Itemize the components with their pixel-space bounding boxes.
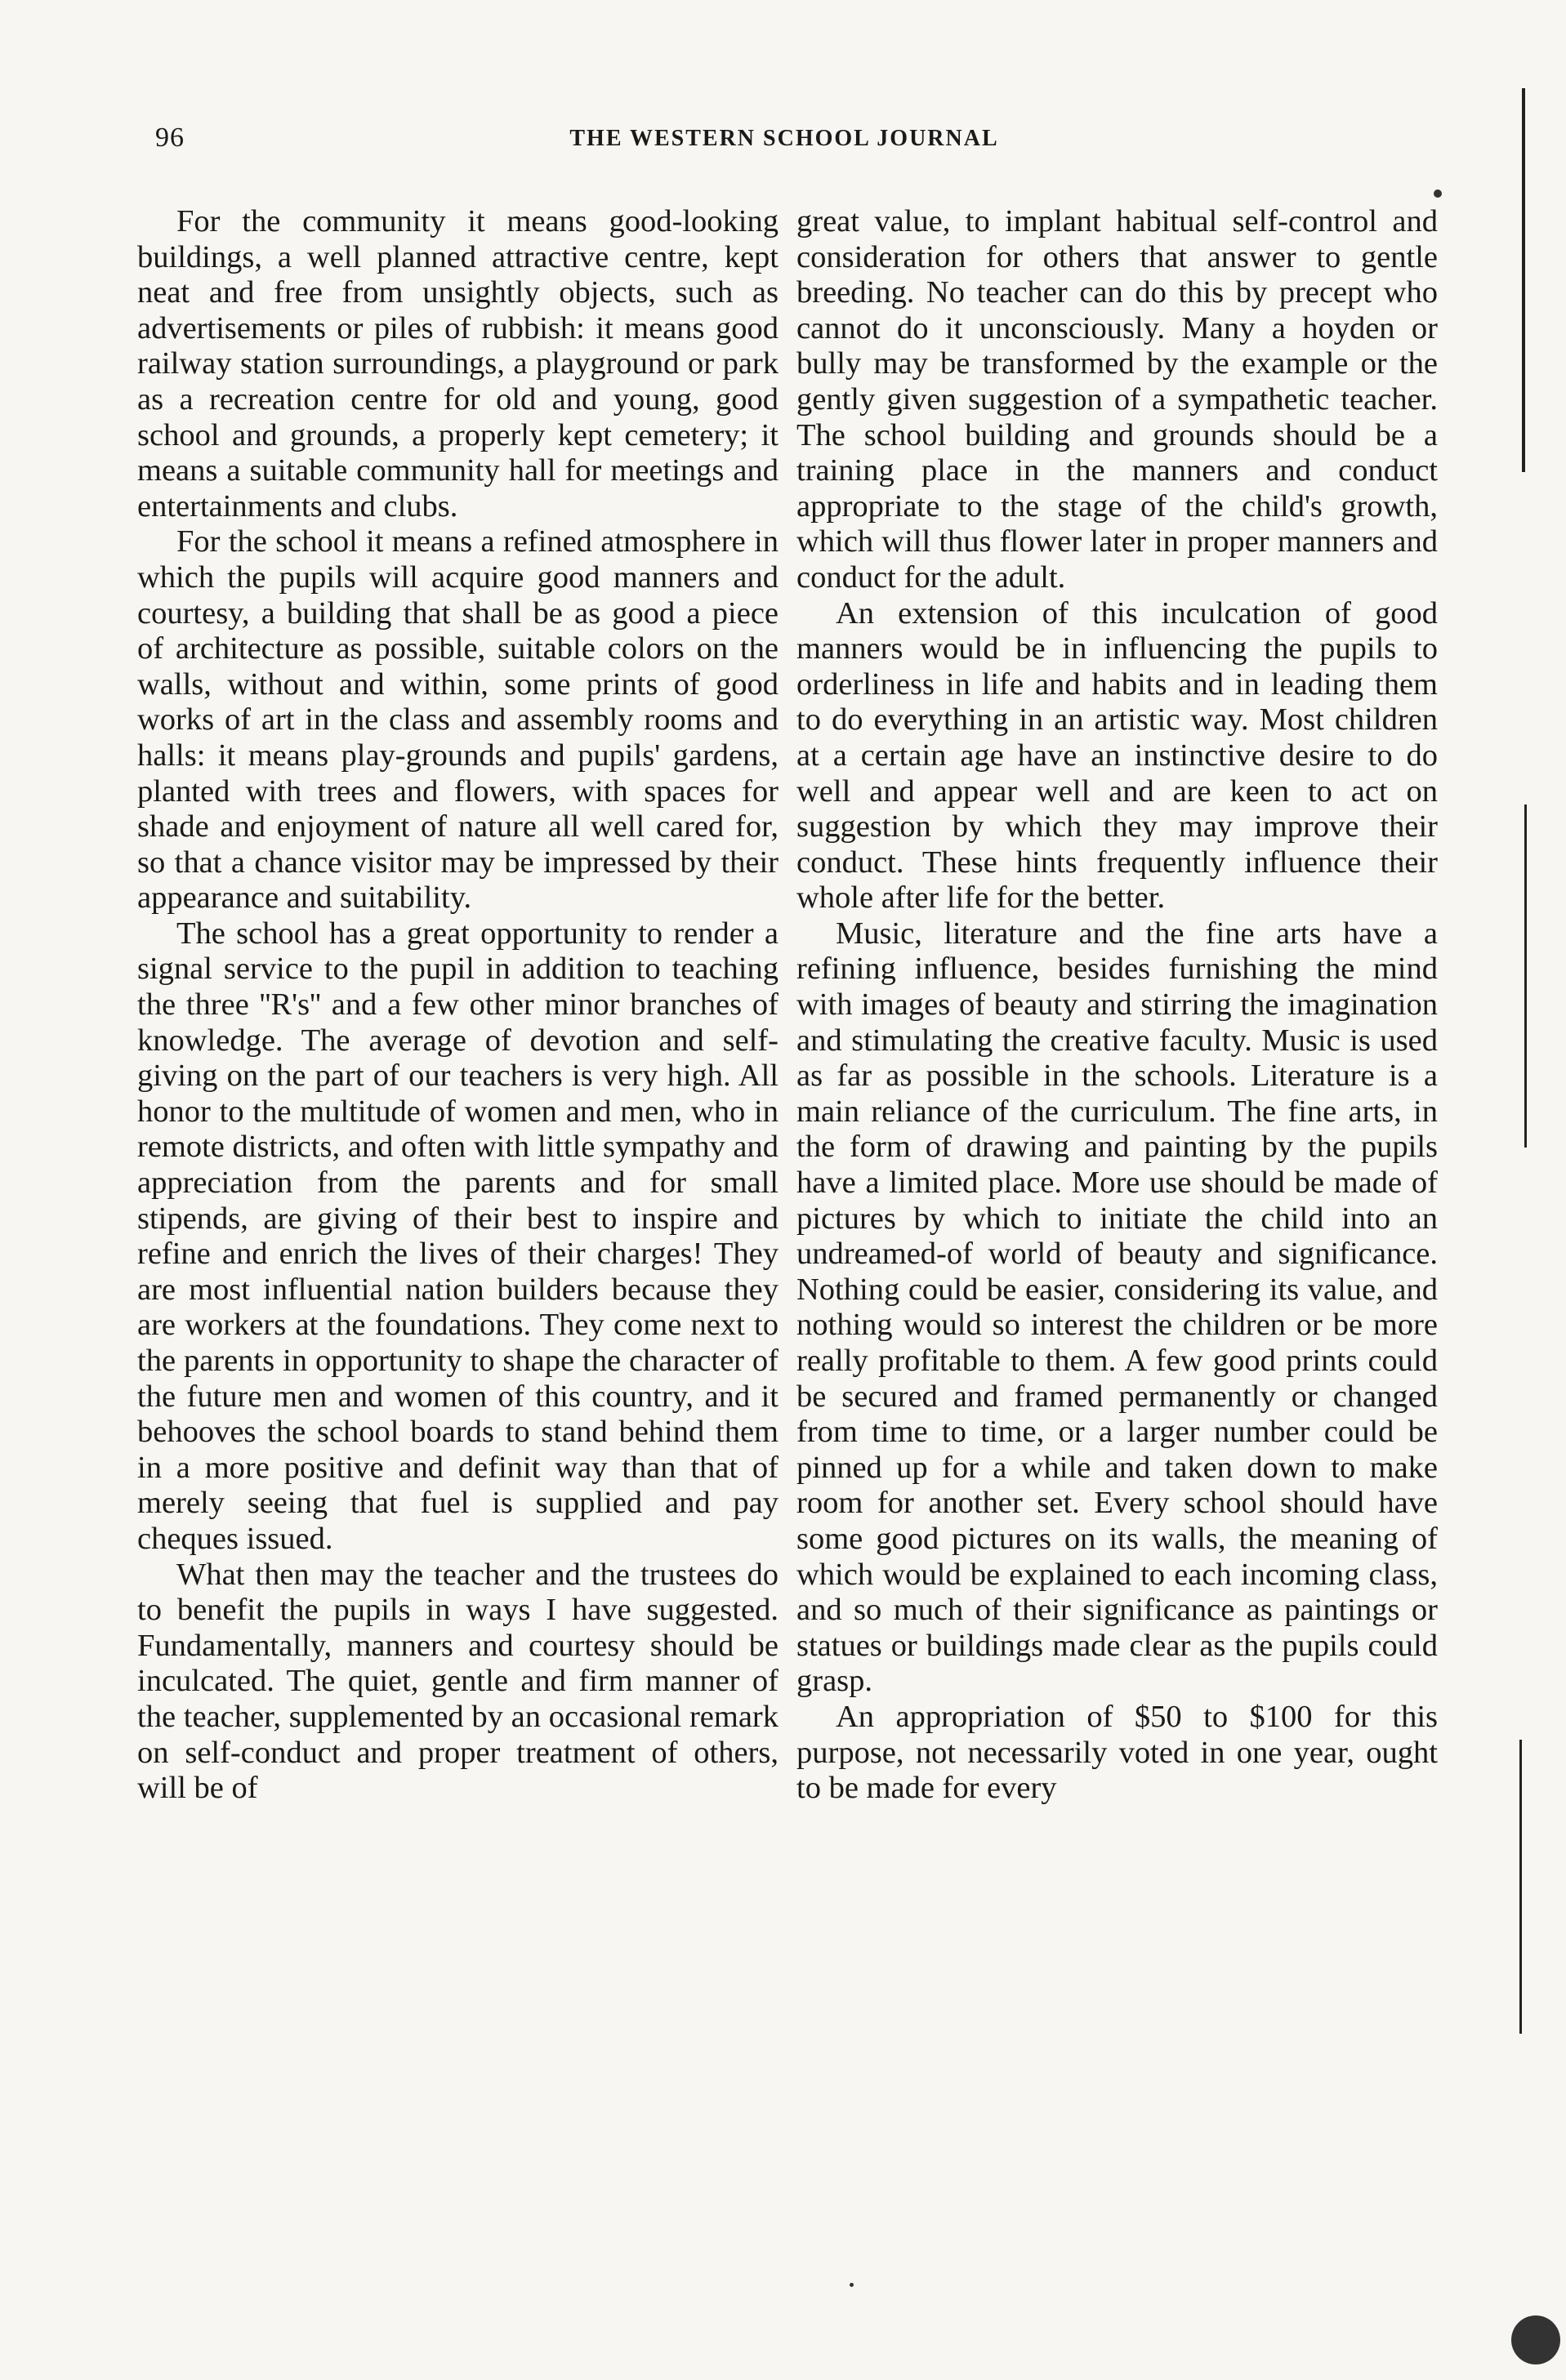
scan-edge-mark [1522,88,1525,472]
paragraph: What then may the teacher and the trustees do to benefit the pupils in ways I have suggested. Fundamentally, manners and courtesy should be inculcated. The quiet, gentle and firm manner of the teacher, supplemented by an occasional remark on self-conduct and proper treatment of others, will be of [137,1557,779,1806]
paragraph: An extension of this inculcation of good manners would be in influencing the pupils to orderliness in life and habits and in leading them to do everything in an artistic way. Most children at a certain age have an instinctive desire to do well and appear well and are keen to act on suggestion by which they may improve their conduct. These hints frequently influence their whole after life for the better. [796,595,1438,916]
scan-speck [850,2283,854,2287]
paragraph-continued: great value, to implant habitual self-control and consideration for others that answer to gentle breeding. No teacher can do this by precept who cannot do it unconsciously. Many a hoyden or bully may be transformed by the example or the gently given suggestion of a sympathetic teacher. The school building and grounds should be a training place in the manners and conduct appropriate to the stage of the child's growth, which will thus flower later in proper manners and conduct for the adult. [796,204,1438,595]
paragraph: For the community it means good-looking buildings, a well planned attractive centre, kept neat and free from unsightly objects, such as advertisements or piles of rubbish: it means good railway station surroundings, a playground or park as a recreation centre for old and young, good school and grounds, a properly kept cemetery; it means a suitable community hall for meetings and entertainments and clubs. [137,204,779,524]
paragraph: An appropriation of $50 to $100 for this purpose, not necessarily voted in one year, ought to be made for every [796,1699,1438,1806]
scan-edge-mark [1524,804,1527,1148]
left-column [137,204,779,1807]
paragraph: The school has a great opportunity to render a signal service to the pupil in addition to teaching the three ''R's'' and a few other minor branches of knowledge. The average of devotion and self-giving on the part of our teachers is very high. All honor to the multitude of women and men, who in remote districts, and often with little sympathy and appreciation from the parents and for small stipends, are giving of their best to inspire and refine and enrich the lives of their charges! They are most influential nation builders because they are workers at the foundations. They come next to the parents in opportunity to shape the character of the future men and women of this country, and it behooves the school boards to stand behind them in a more positive and definit way than that of merely seeing that fuel is supplied and pay cheques issued. [137,916,779,1556]
paragraph: Music, literature and the fine arts have a refining influence, besides furnishing the mind with images of beauty and stirring the imagination and stimulating the creative faculty. Music is used as far as possible in the schools. Literature is a main reliance of the curriculum. The fine arts, in the form of drawing and painting by the pupils have a limited place. More use should be made of pictures by which to initiate the child into an undreamed-of world of beauty and significance. Nothing could be easier, considering its value, and nothing would so interest the children or be more really profitable to them. A few good prints could be secured and framed permanently or changed from time to time, or a larger number could be pinned up for a while and taken down to make room for another set. Every school should have some good pictures on its walls, the meaning of which would be explained to each incoming class, and so much of their significance as paintings or statues or buildings made clear as the pupils could grasp. [796,916,1438,1699]
running-header [139,123,1430,155]
paragraph: For the school it means a refined atmosphere in which the pupils will acquire good manners and courtesy, a building that shall be as good a piece of architecture as possible, suitable colors on the walls, without and within, some prints of good works of art in the class and assembly rooms and halls: it means play-grounds and pupils' gardens, planted with trees and flowers, with spaces for shade and enjoyment of nature all well cared for, so that a chance visitor may be impressed by their appearance and suitability. [137,524,779,916]
right-column [796,204,1438,1807]
scan-edge-mark [1519,1740,1522,2034]
page-number: 96 [155,123,185,153]
scan-speck [1511,2315,1560,2364]
journal-title: THE WESTERN SCHOOL JOURNAL [569,126,999,151]
scan-speck [1434,189,1442,198]
